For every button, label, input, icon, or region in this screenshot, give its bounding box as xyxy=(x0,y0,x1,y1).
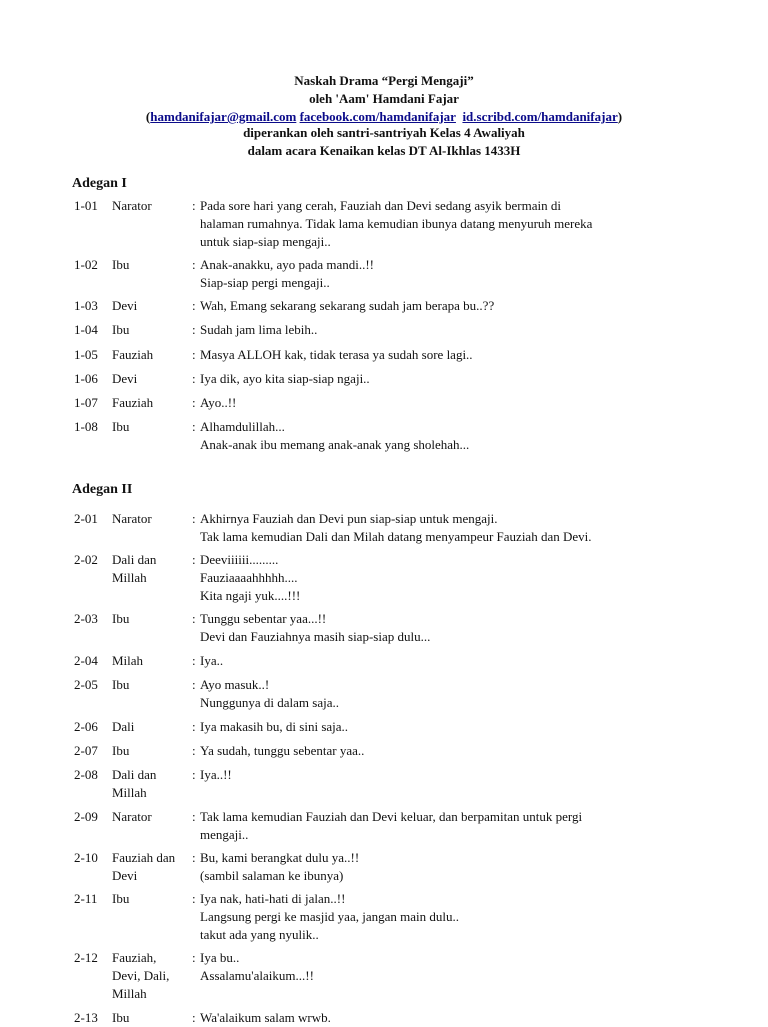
document-page: Naskah Drama “Pergi Mengaji” oleh 'Aam' Hamdani Fajar (hamdanifajar@gmail.com facebook.com/hamdanifajar id.scribd.com/hamdanifajar) diperankan oleh santri-santriyah Kelas 4 Awaliyah dalam acara Kenaikan kelas DT Al-Ikhlas 1433H Adegan I 1-01 Narator : Pada sore hari yang cerah, Fauziah dan Devi sedang asyik bermain di halaman rumahnya. Tidak lama kemudian ibunya datang menyuruh mereka untuk siap-siap mengaji.. 1-02 Ibu : Anak-anakku, ayo pada mandi..!! Siap-siap pergi mengaji.. 1-03 Devi : Wah, Emang sekarang sekarang sudah jam berapa bu..?? 1-04 Ibu : Sudah jam lima lebih.. 1-05 Fauziah : Masya ALLOH kak, tidak terasa ya sudah sore lagi.. 1-06 Devi : Iya dik, ayo kita siap-siap ngaji.. 1-07 Fauziah : Ayo..!! 1-08 Ibu : Alhamdulillah... Anak-anak ibu memang anak-anak yang sholehah... Adegan II 2-01 Narator : Akhirnya Fauziah dan Devi pun siap-siap untuk mengaji. Tak lama kemudian Dali dan Milah datang menyampeur Fauziah dan Devi. 2-02 Dali dan Millah : Deeviiiiii......... Fauziaaaahhhhh.... Kita ngaji yuk....!!! 2-03 Ibu : Tunggu sebentar yaa...!! Devi dan Fauziahnya masih siap-siap dulu... 2-04 Milah : Iya.. 2-05 Ibu : Ayo masuk..! Nunggunya di dalam saja.. 2-06 Dali : Iya makasih bu, di sini saja.. 2-07 Ibu : Ya sudah, tunggu sebentar yaa.. 2-08 Dali dan Millah : Iya..!! 2-09 Narator : Tak lama kemudian Fauziah dan Devi keluar, dan berpamitan untuk pergi mengaji.. 2-10 Fauziah dan Devi : Bu, kami berangkat dulu ya..!! (sambil salaman ke ibunya) 2-11 Ibu : Iya nak, hati-hati di jalan..!! Langsung pergi ke masjid yaa, jangan main dulu.. takut ada yang nyulik.. 2-12 Fauziah, Devi, Dali, Millah : Iya bu.. Assalamu'alaikum...!! 2-13 Ibu : Wa'alaikum salam wrwb. xyxy=(0,0,768,1024)
speaker: Ibu xyxy=(112,419,130,434)
line-number: 2-12 xyxy=(74,950,98,965)
speaker: Milah xyxy=(112,653,144,668)
speaker: Dali xyxy=(112,719,135,734)
line-number: 2-05 xyxy=(74,677,98,692)
speaker: Ibu xyxy=(112,891,130,906)
scene-title: Adegan I xyxy=(72,176,127,191)
line-text: Iya bu.. Assalamu'alaikum...!! xyxy=(200,950,314,983)
speaker: Devi xyxy=(112,371,138,386)
speaker: Ibu xyxy=(112,743,130,758)
document-title: Naskah Drama “Pergi Mengaji” xyxy=(294,73,474,88)
speaker: Ibu xyxy=(112,677,130,692)
speaker: Dali dan Millah xyxy=(112,767,157,800)
speaker: Ibu xyxy=(112,611,130,626)
speaker: Ibu xyxy=(112,257,130,272)
line-text: Wa'alaikum salam wrwb. xyxy=(200,1010,331,1025)
scribd-link[interactable]: id.scribd.com/hamdanifajar xyxy=(462,109,618,124)
line-text: Ya sudah, tunggu sebentar yaa.. xyxy=(200,743,365,758)
line-number: 2-02 xyxy=(74,552,98,567)
email-link[interactable]: hamdanifajar@gmail.com xyxy=(150,109,297,124)
speaker: Ibu xyxy=(112,322,130,337)
line-text: Iya..!! xyxy=(200,767,232,782)
line-number: 2-13 xyxy=(74,1010,98,1025)
line-text: Wah, Emang sekarang sekarang sudah jam berapa bu..?? xyxy=(200,298,495,313)
line-text: Iya dik, ayo kita siap-siap ngaji.. xyxy=(200,371,370,386)
line-number: 1-03 xyxy=(74,298,98,313)
line-number: 1-08 xyxy=(74,419,98,434)
line-number: 1-01 xyxy=(74,198,98,213)
speaker: Fauziah xyxy=(112,347,154,362)
speaker: Dali dan Millah xyxy=(112,552,157,585)
line-number: 2-11 xyxy=(74,891,98,906)
line-text: Akhirnya Fauziah dan Devi pun siap-siap untuk mengaji. Tak lama kemudian Dali dan Milah datang menyampeur Fauziah dan Devi. xyxy=(200,511,592,544)
line-number: 1-05 xyxy=(74,347,98,362)
line-text: Alhamdulillah... Anak-anak ibu memang anak-anak yang sholehah... xyxy=(200,419,470,452)
line-text: Tak lama kemudian Fauziah dan Devi keluar, dan berpamitan untuk pergi mengaji.. xyxy=(200,809,583,842)
speaker: Fauziah dan Devi xyxy=(112,850,176,883)
line-number: 2-10 xyxy=(74,850,98,865)
line-text: Deeviiiiii......... Fauziaaaahhhhh.... Kita ngaji yuk....!!! xyxy=(200,552,301,603)
line-number: 2-03 xyxy=(74,611,98,626)
speaker: Fauziah, Devi, Dali, Millah xyxy=(112,950,170,1001)
document-author: oleh 'Aam' Hamdani Fajar xyxy=(309,91,459,106)
line-number: 1-07 xyxy=(74,395,98,410)
line-text: Anak-anakku, ayo pada mandi..!! Siap-siap pergi mengaji.. xyxy=(200,257,374,290)
speaker: Narator xyxy=(112,809,152,824)
line-text: Pada sore hari yang cerah, Fauziah dan Devi sedang asyik bermain di halaman rumahnya. Tidak lama kemudian ibunya datang menyuruh mereka untuk siap-siap mengaji.. xyxy=(200,198,593,249)
cast-note: diperankan oleh santri-santriyah Kelas 4 Awaliyah xyxy=(243,125,525,140)
event-note: dalam acara Kenaikan kelas DT Al-Ikhlas 1433H xyxy=(247,143,521,158)
line-text: Ayo masuk..! Nunggunya di dalam saja.. xyxy=(200,677,339,710)
line-number: 2-09 xyxy=(74,809,98,824)
speaker: Narator xyxy=(112,511,152,526)
line-number: 1-04 xyxy=(74,322,98,337)
speaker: Narator xyxy=(112,198,152,213)
line-number: 1-06 xyxy=(74,371,98,386)
line-text: Ayo..!! xyxy=(200,395,237,410)
facebook-link[interactable]: facebook.com/hamdanifajar xyxy=(299,109,456,124)
scene-title: Adegan II xyxy=(72,482,133,497)
speaker: Devi xyxy=(112,298,138,313)
line-number: 2-01 xyxy=(74,511,98,526)
line-text: Iya.. xyxy=(200,653,224,668)
line-number: 2-08 xyxy=(74,767,98,782)
line-text: Tunggu sebentar yaa...!! Devi dan Fauziahnya masih siap-siap dulu... xyxy=(200,611,431,644)
line-number: 2-07 xyxy=(74,743,98,758)
speaker: Fauziah xyxy=(112,395,154,410)
line-text: Masya ALLOH kak, tidak terasa ya sudah sore lagi.. xyxy=(200,347,473,362)
line-text: Sudah jam lima lebih.. xyxy=(200,322,318,337)
paren-close: ) xyxy=(617,109,623,124)
paren-open: ( xyxy=(145,109,151,124)
speaker: Ibu xyxy=(112,1010,130,1025)
line-number: 2-04 xyxy=(74,653,98,668)
line-number: 1-02 xyxy=(74,257,98,272)
line-text: Bu, kami berangkat dulu ya..!! (sambil salaman ke ibunya) xyxy=(200,850,360,883)
line-text: Iya nak, hati-hati di jalan..!! Langsung pergi ke masjid yaa, jangan main dulu.. takut ada yang nyulik.. xyxy=(200,891,459,942)
line-text: Iya makasih bu, di sini saja.. xyxy=(200,719,349,734)
line-number: 2-06 xyxy=(74,719,98,734)
